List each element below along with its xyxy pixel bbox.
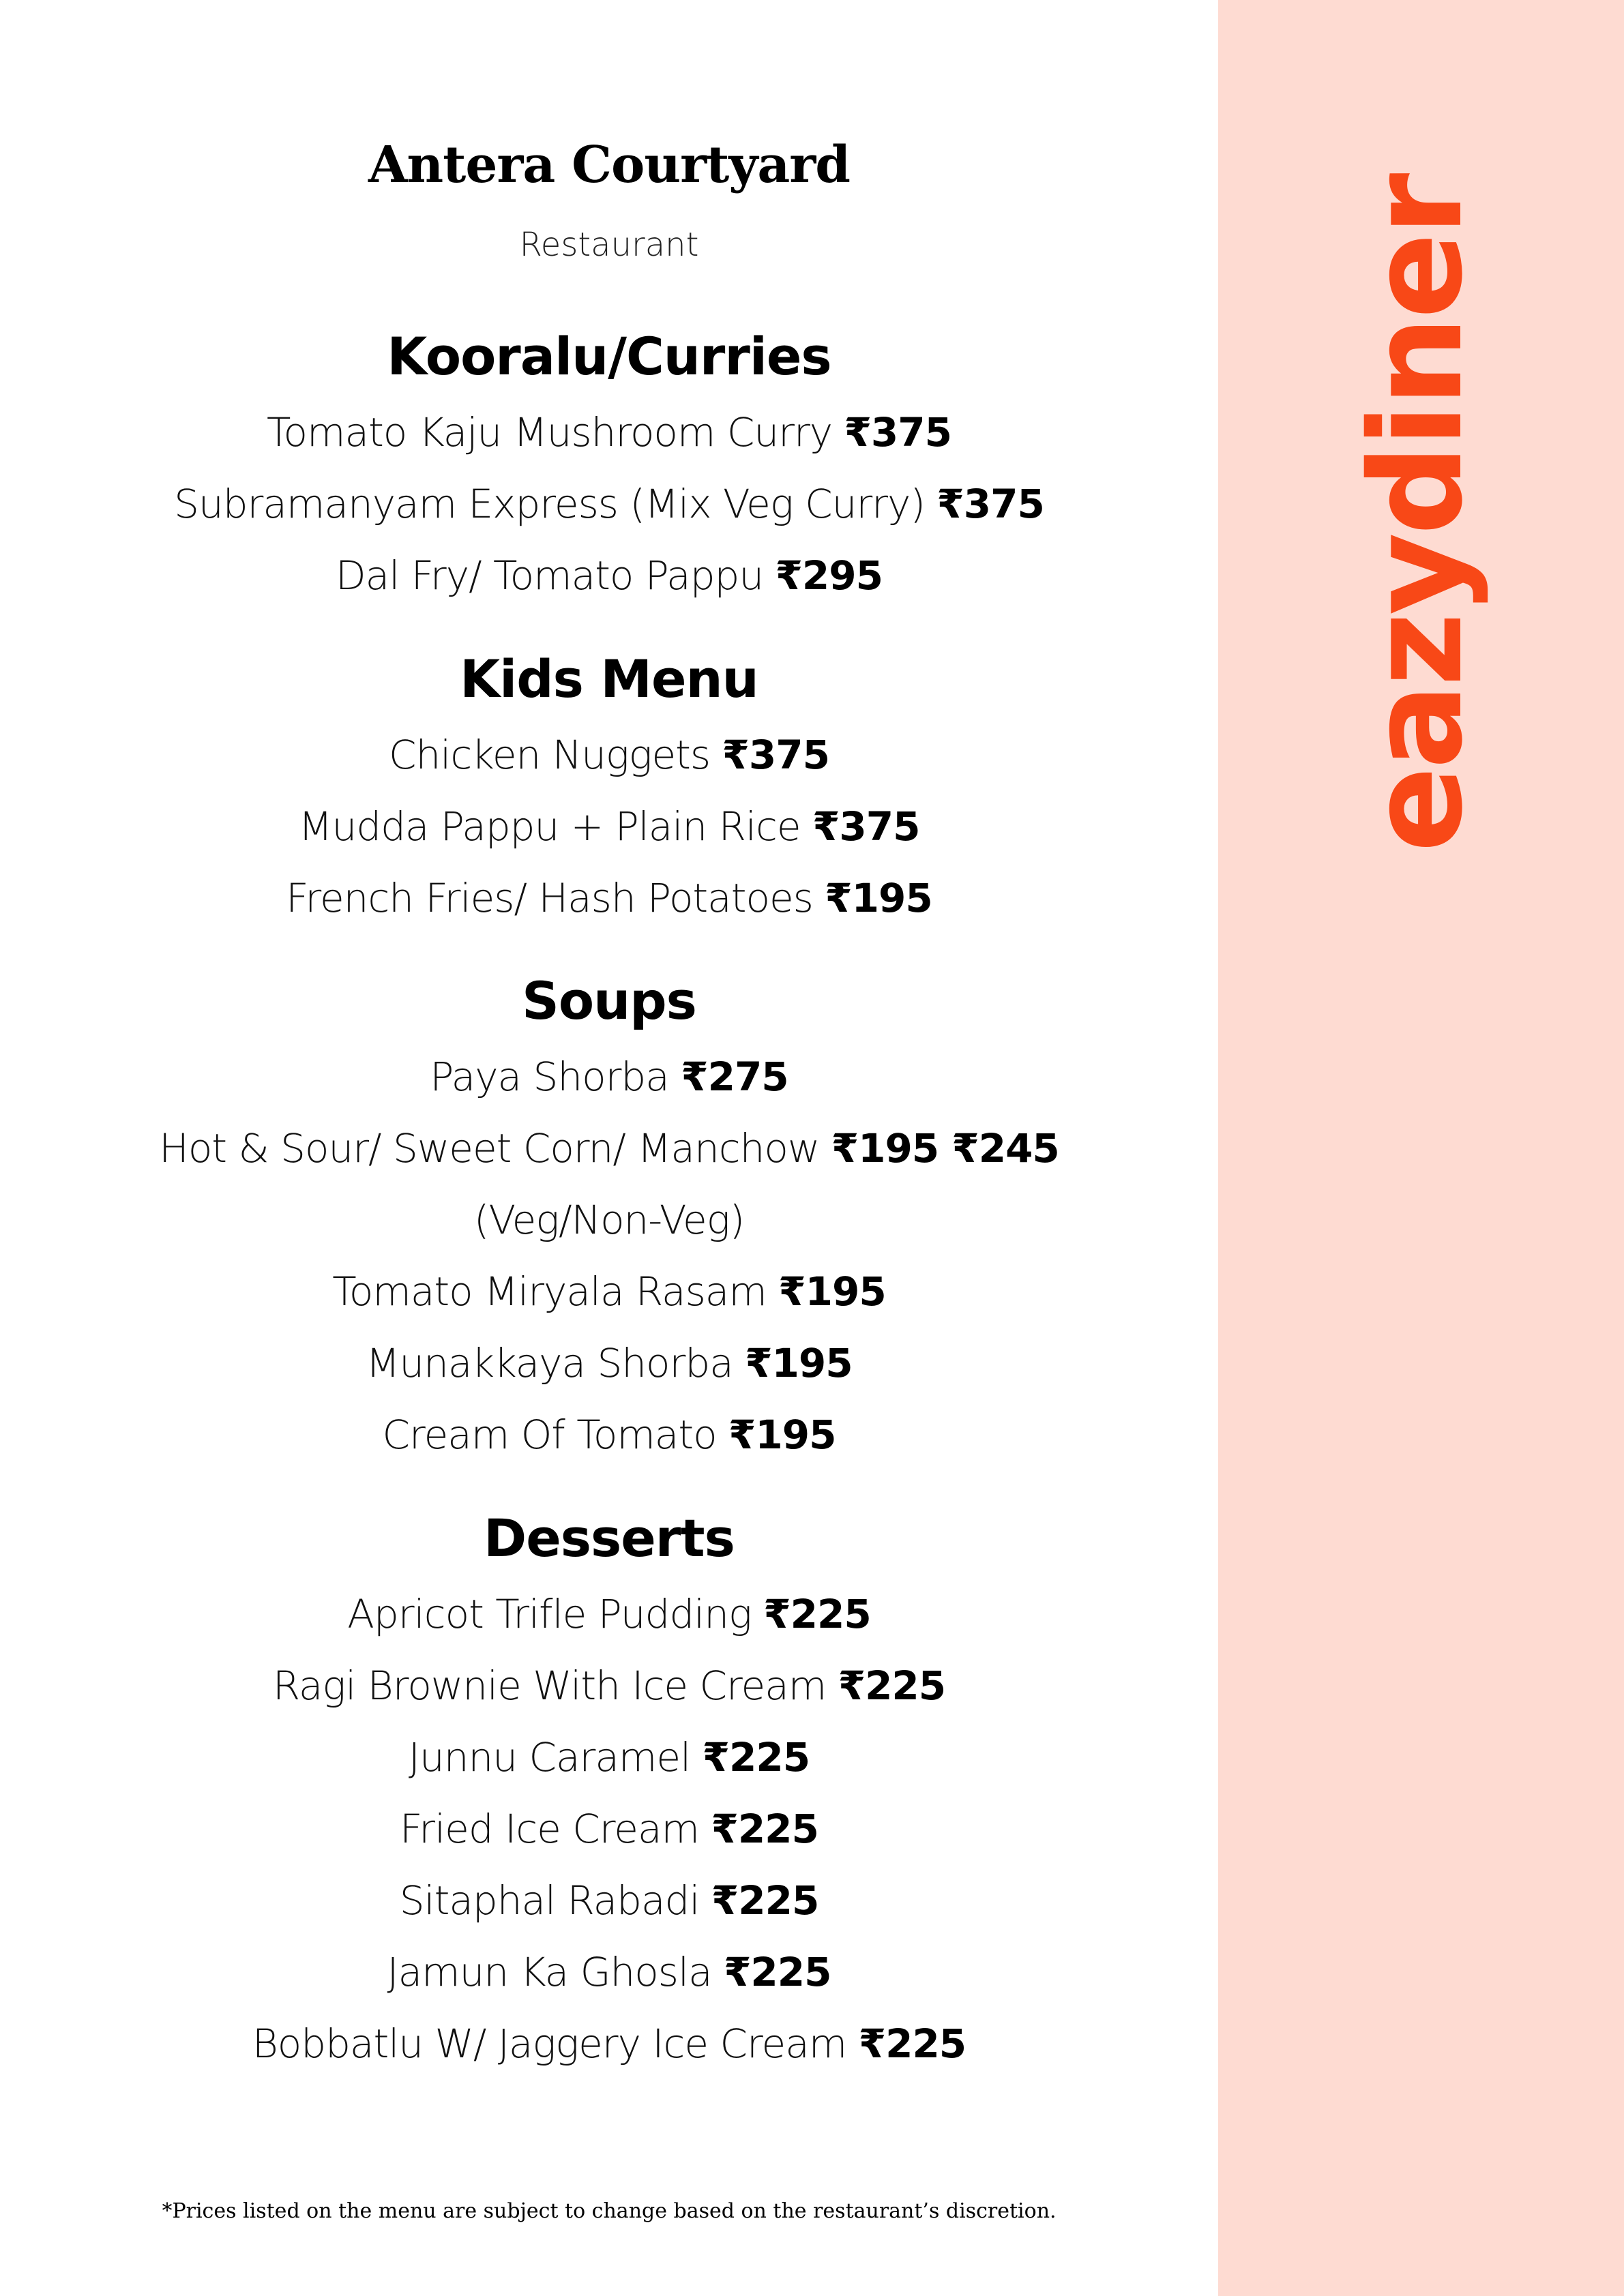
menu-item <box>0 1663 1218 1709</box>
menu-item <box>0 875 1218 921</box>
menu-item <box>0 481 1218 527</box>
menu-item <box>0 552 1218 599</box>
item-price: ₹225 <box>858 2021 966 2067</box>
item-price: ₹295 <box>775 552 883 599</box>
section-title-curries: Kooralu/Curries <box>387 326 831 387</box>
item-name: Jamun Ka Ghosla <box>387 1949 712 1995</box>
menu-item <box>0 1054 1218 1100</box>
menu-item <box>0 1340 1218 1386</box>
item-price: ₹225 <box>724 1949 831 1995</box>
menu-item <box>0 1268 1218 1315</box>
item-name: Cream Of Tomato <box>382 1412 717 1458</box>
item-name: (Veg/Non-Veg) <box>473 1197 745 1243</box>
item-name: Dal Fry/ Tomato Pappu <box>336 552 764 599</box>
section-title-desserts: Desserts <box>484 1508 735 1568</box>
item-price: ₹375 <box>844 409 952 456</box>
menu-item <box>0 409 1218 456</box>
price-disclaimer: *Prices listed on the menu are subject to change based on the restaurant’s discretion. <box>162 2199 1057 2223</box>
item-price: ₹225 <box>838 1663 946 1709</box>
item-price: ₹375 <box>936 481 1044 527</box>
item-price: ₹225 <box>702 1734 810 1780</box>
item-name: Paya Shorba <box>430 1054 669 1100</box>
item-price: ₹375 <box>812 803 920 850</box>
section-title-soups: Soups <box>522 970 696 1031</box>
item-price: ₹275 <box>681 1054 788 1100</box>
menu-item <box>0 732 1218 778</box>
menu-item <box>0 803 1218 850</box>
item-price: ₹225 <box>711 1806 818 1852</box>
item-name: Subramanyam Express (Mix Veg Curry) <box>174 481 925 527</box>
item-price: ₹195 <box>825 875 932 921</box>
section-title-kids-menu: Kids Menu <box>460 648 758 709</box>
item-price: ₹195 <box>728 1412 836 1458</box>
item-name: Hot & Sour/ Sweet Corn/ Manchow <box>159 1125 820 1172</box>
item-name: Mudda Pappu + Plain Rice <box>298 803 801 850</box>
menu-item <box>0 2021 1218 2067</box>
item-name: Munakkaya Shorba <box>366 1340 733 1386</box>
item-price: ₹195 <box>778 1268 886 1315</box>
item-name: Tomato Miryala Rasam <box>332 1268 767 1315</box>
restaurant-name: Antera Courtyard <box>368 136 851 194</box>
item-price: ₹195 <box>745 1340 853 1386</box>
item-name: Bobbatlu W/ Jaggery Ice Cream <box>252 2021 847 2067</box>
item-price: ₹375 <box>722 732 829 778</box>
restaurant-type: Restaurant <box>519 226 699 264</box>
menu-item <box>0 1734 1218 1780</box>
item-name: Sitaphal Rabadi <box>399 1877 700 1924</box>
item-name: Junnu Caramel <box>408 1734 691 1780</box>
item-name: Chicken Nuggets <box>389 732 711 778</box>
item-name: Apricot Trifle Pudding <box>347 1591 752 1637</box>
item-price: ₹225 <box>711 1877 819 1924</box>
menu-item <box>0 1125 1218 1172</box>
menu-item <box>0 1412 1218 1458</box>
item-price: ₹195 ₹245 <box>831 1125 1059 1172</box>
item-price: ₹225 <box>763 1591 871 1637</box>
item-name: French Fries/ Hash Potatoes <box>286 875 813 921</box>
menu-item <box>0 1949 1218 1995</box>
eazydiner-logo: eazydiner <box>1342 175 1490 852</box>
menu-item <box>0 1591 1218 1637</box>
menu-item <box>0 1877 1218 1924</box>
menu-item <box>0 1806 1218 1852</box>
menu-item-note <box>0 1197 1218 1243</box>
item-name: Ragi Brownie With Ice Cream <box>272 1663 827 1709</box>
item-name: Tomato Kaju Mushroom Curry <box>266 409 833 456</box>
item-name: Fried Ice Cream <box>400 1806 700 1852</box>
